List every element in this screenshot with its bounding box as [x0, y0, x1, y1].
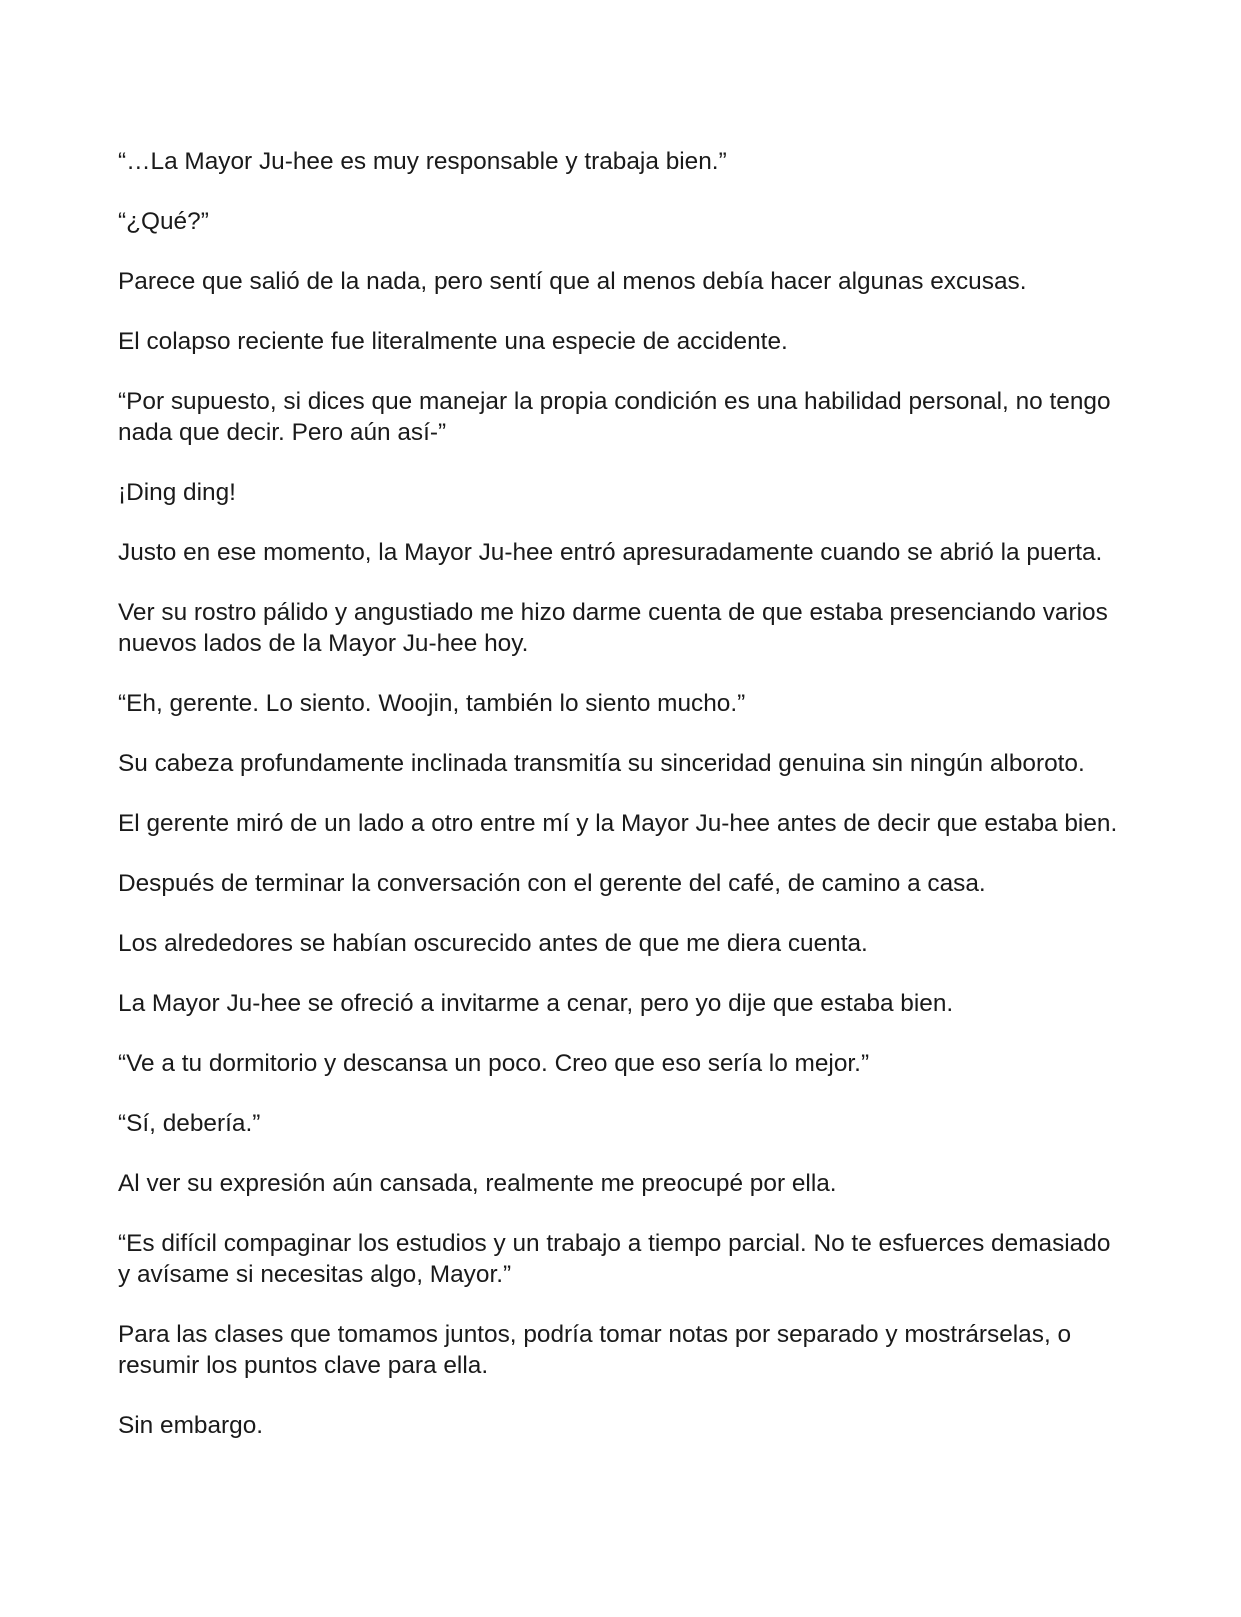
paragraph: Al ver su expresión aún cansada, realmente me preocupé por ella.: [118, 1170, 837, 1197]
document-body: [118, 146, 1128, 1470]
paragraph: “Eh, gerente. Lo siento. Woojin, también lo siento mucho.”: [118, 690, 746, 717]
paragraph: La Mayor Ju-hee se ofreció a invitarme a cenar, pero yo dije que estaba bien.: [118, 990, 954, 1017]
paragraph: Justo en ese momento, la Mayor Ju-hee entró apresuradamente cuando se abrió la puerta.: [118, 539, 1103, 566]
paragraph: “…La Mayor Ju-hee es muy responsable y trabaja bien.”: [118, 148, 727, 175]
paragraph: El gerente miró de un lado a otro entre mí y la Mayor Ju-hee antes de decir que estaba bien.: [118, 810, 1118, 837]
paragraph: Para las clases que tomamos juntos, podría tomar notas por separado y mostrárselas, o resumir los puntos clave para ella.: [118, 1321, 1072, 1379]
paragraph: “¿Qué?”: [118, 208, 209, 235]
paragraph: “Es difícil compaginar los estudios y un trabajo a tiempo parcial. No te esfuerces demasiado y avísame si necesitas algo, Mayor.”: [118, 1230, 1111, 1288]
paragraph: Parece que salió de la nada, pero sentí que al menos debía hacer algunas excusas.: [118, 268, 1027, 295]
paragraph: ¡Ding ding!: [118, 479, 236, 506]
paragraph: El colapso reciente fue literalmente una especie de accidente.: [118, 328, 788, 355]
paragraph: Su cabeza profundamente inclinada transmitía su sinceridad genuina sin ningún alboroto.: [118, 750, 1085, 777]
paragraph: Ver su rostro pálido y angustiado me hizo darme cuenta de que estaba presenciando varios nuevos lados de la Mayor Ju-hee hoy.: [118, 599, 1108, 657]
paragraph: “Por supuesto, si dices que manejar la propia condición es una habilidad personal, no tengo nada que decir. Pero aún así-”: [118, 388, 1111, 446]
paragraph: Los alrededores se habían oscurecido antes de que me diera cuenta.: [118, 930, 868, 957]
paragraph: “Ve a tu dormitorio y descansa un poco. Creo que eso sería lo mejor.”: [118, 1050, 870, 1077]
paragraph: Sin embargo.: [118, 1412, 264, 1439]
paragraph: “Sí, debería.”: [118, 1110, 261, 1137]
paragraph: Después de terminar la conversación con el gerente del café, de camino a casa.: [118, 870, 986, 897]
